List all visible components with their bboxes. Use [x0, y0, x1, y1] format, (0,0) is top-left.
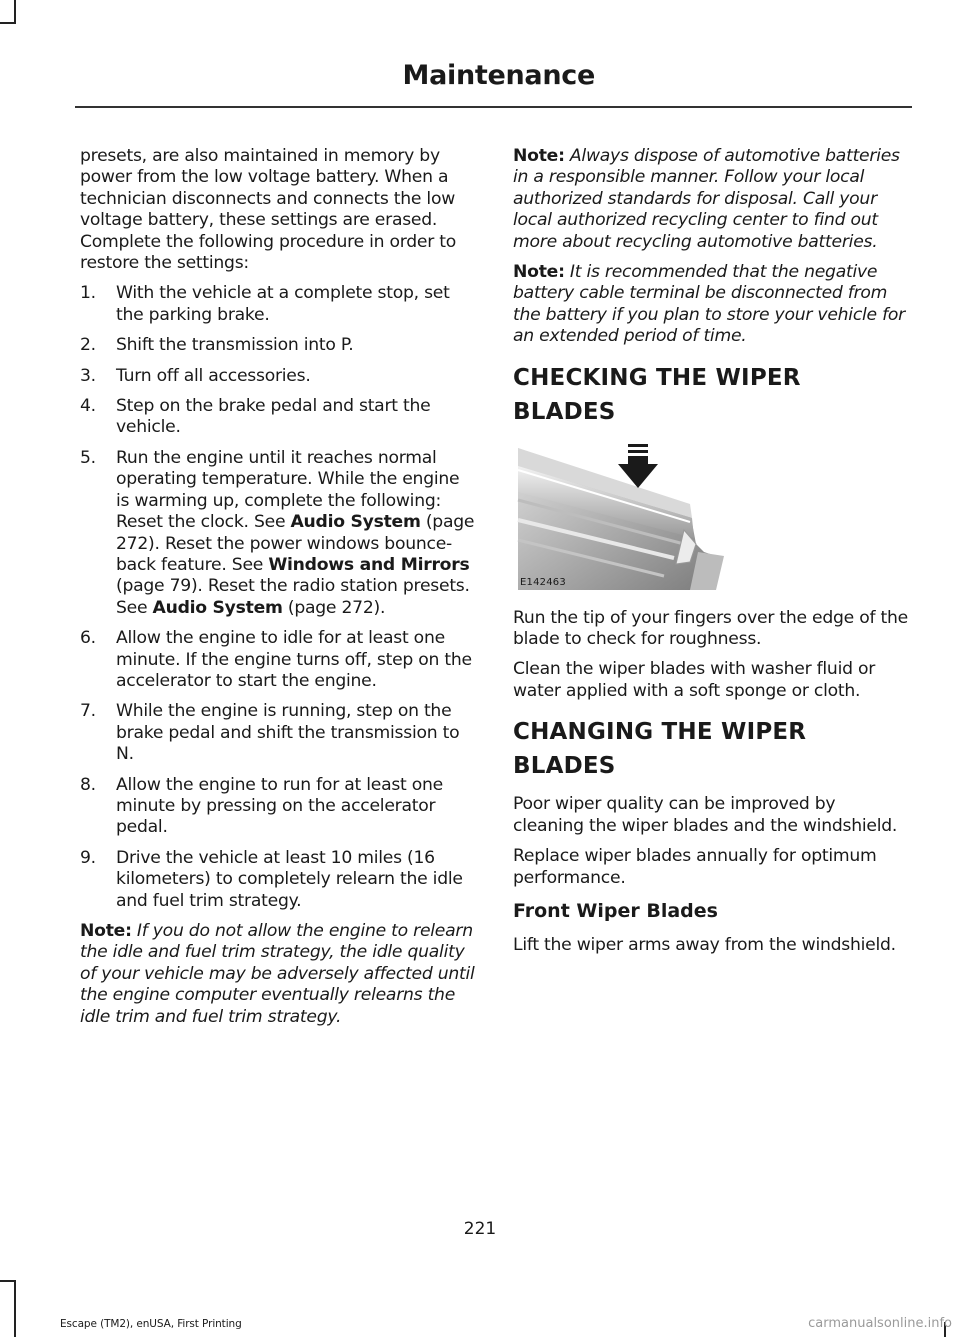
figure-code: E142463 [520, 576, 566, 588]
note-paragraph: Note: Always dispose of automotive batteries in a responsible manner. Follow your local authorized standards for disposal. Call your local authorized recycling center to find out more about recycling automotive batteries. [513, 146, 900, 252]
crop-mark-top-left-h [0, 22, 16, 24]
list-item: 6. Allow the engine to idle for at least one minute. If the engine turns off, step on the accelerator to start the engine. [80, 628, 472, 691]
page-title: Maintenance [402, 60, 595, 91]
paragraph: Clean the wiper blades with washer fluid or water applied with a soft sponge or cloth. [513, 659, 876, 701]
wiper-blade-illustration [514, 440, 726, 590]
crop-mark-bottom-left-h [0, 1280, 16, 1282]
list-item: 2. Shift the transmission into P. [80, 335, 354, 356]
cross-reference-link[interactable]: Windows and Mirrors [268, 554, 470, 575]
wiper-blade-drawing [514, 440, 726, 590]
list-item: 5. Run the engine until it reaches normal operating temperature. While the engine is warming up, complete the following: Reset the clock. See Audio System (page 272). Reset the power windows bounce-back feature. See Windows and Mirrors (page 79). Reset the radio station presets. See Audio System (page 272). [80, 447, 475, 618]
right-column [513, 146, 908, 965]
section-heading-checking: CHECKING THE WIPER BLADES [513, 364, 801, 425]
crop-mark-top-left-v [14, 0, 16, 24]
paragraph: Lift the wiper arms away from the windshield. [513, 934, 896, 955]
paragraph: Run the tip of your fingers over the edge of the blade to check for roughness. [513, 607, 908, 650]
list-item: 8. Allow the engine to run for at least one minute by pressing on the accelerator pedal. [80, 774, 443, 838]
list-item: 3. Turn off all accessories. [80, 365, 311, 386]
subheading-front-wiper-blades: Front Wiper Blades [513, 899, 718, 922]
watermark: carmanualsonline.info [808, 1316, 952, 1331]
procedure-list [80, 283, 476, 912]
list-item: 7. While the engine is running, step on the brake pedal and shift the transmission to N. [80, 701, 460, 765]
note-paragraph: Note: If you do not allow the engine to relearn the idle and fuel trim strategy, the idle quality of your vehicle may be adversely affected until the engine computer eventually relearns the idle trim and fuel trim strategy. [80, 921, 475, 1027]
list-item: 1. With the vehicle at a complete stop, set the parking brake. [80, 283, 450, 325]
crop-mark-bottom-left-v [14, 1280, 16, 1337]
left-column [80, 146, 476, 1037]
header-divider [75, 106, 912, 108]
note-paragraph: Note: It is recommended that the negative battery cable terminal be disconnected from the battery if you plan to store your vehicle for an extended period of time. [513, 262, 905, 347]
intro-paragraph: presets, are also maintained in memory by power from the low voltage battery. When a technician disconnects and connects the low voltage battery, these settings are erased. Complete the following procedure in order to restore the settings: [80, 146, 457, 274]
list-item: 9. Drive the vehicle at least 10 miles (16 kilometers) to completely relearn the idle and fuel trim strategy. [80, 847, 463, 911]
section-heading-changing: CHANGING THE WIPER BLADES [513, 719, 807, 780]
cross-reference-link[interactable]: Audio System [152, 597, 283, 618]
cross-reference-link[interactable]: Audio System [290, 512, 421, 533]
paragraph: Replace wiper blades annually for optimum performance. [513, 846, 877, 888]
footer-text: Escape (TM2), enUSA, First Printing [60, 1318, 242, 1330]
paragraph: Poor wiper quality can be improved by cleaning the wiper blades and the windshield. [513, 794, 898, 836]
page-number: 221 [463, 1219, 497, 1239]
list-item: 4. Step on the brake pedal and start the vehicle. [80, 396, 431, 438]
